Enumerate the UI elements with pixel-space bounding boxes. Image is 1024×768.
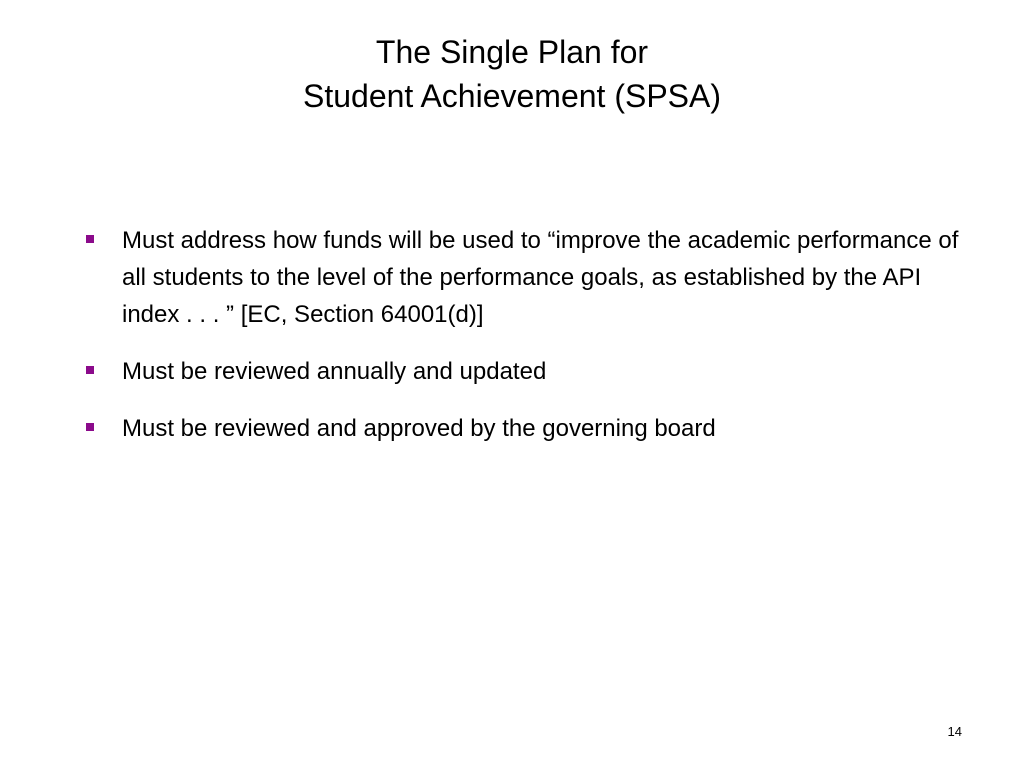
- bullet-text: Must be reviewed and approved by the governing board: [122, 415, 716, 442]
- page-number: 14: [947, 724, 962, 739]
- slide-title-line-2: Student Achievement (SPSA): [303, 78, 721, 114]
- bullet-item: [84, 410, 984, 447]
- bullet-text: Must be reviewed annually and updated: [122, 358, 547, 385]
- square-bullet-icon: [86, 235, 94, 243]
- bullet-list: [84, 222, 984, 467]
- bullet-item: [84, 353, 984, 390]
- square-bullet-icon: [86, 423, 94, 431]
- slide-title-line-1: The Single Plan for: [375, 34, 649, 70]
- bullet-item: [84, 222, 984, 333]
- square-bullet-icon: [86, 366, 94, 374]
- slide-title: [0, 30, 1024, 118]
- bullet-text: Must address how funds will be used to “improve the academic performance of all students to the level of the performance goals, as established by the API index . . . ” [EC, Section 64001(d)]: [122, 227, 959, 328]
